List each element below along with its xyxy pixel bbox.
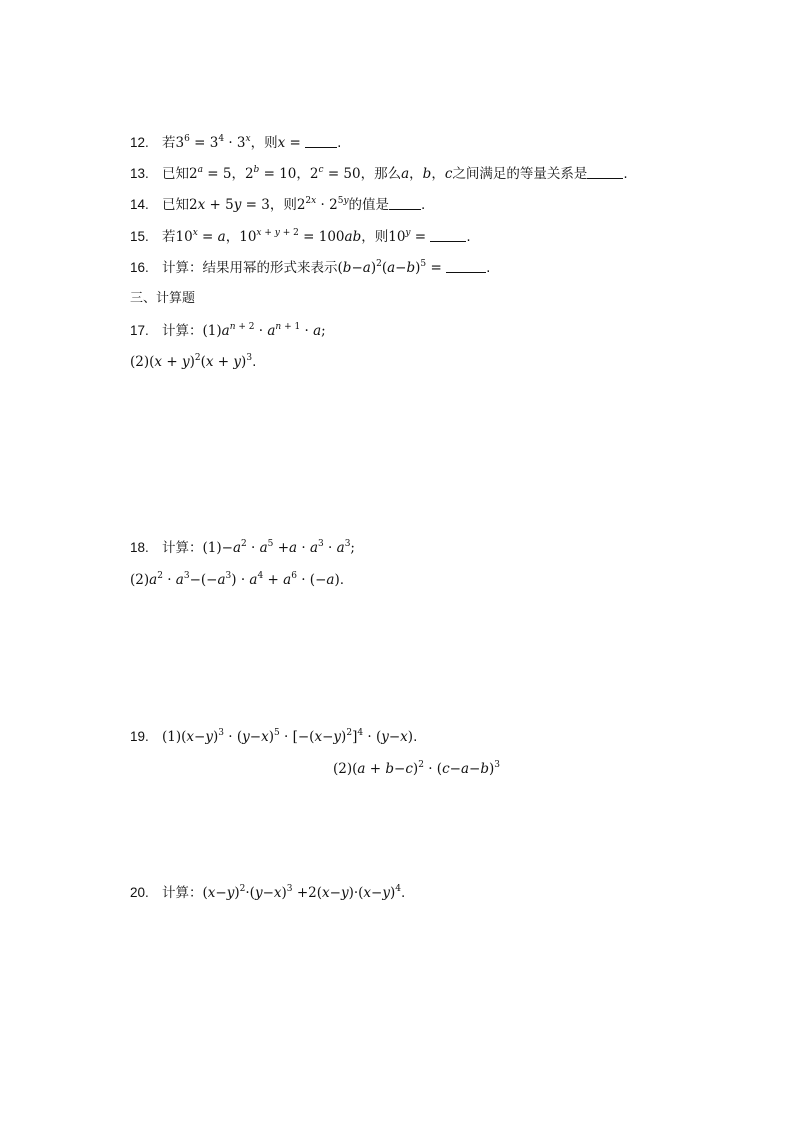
section-header: 三、计算题	[130, 291, 196, 306]
question-number: 14.	[130, 197, 149, 212]
question-15: 15. 若$10^x = a$，$10^{x + y + 2} = 100ab$，则$10^y$ = .	[130, 228, 471, 245]
math-expression: 2x + 5y = 3	[189, 197, 270, 213]
math-expression: $a^{n + 2} \cdot a^{n + 1} \cdot a$;	[221, 322, 326, 339]
question-number: 19.	[130, 729, 149, 744]
question-13: 13. 已知$2^a = 5$，$2^b = 10$，$2^c = 50$，那么a，b，c之间满足的等量关系是 .	[130, 165, 628, 182]
answer-blank[interactable]	[446, 260, 486, 273]
question-number: 18.	[130, 540, 149, 555]
question-12: 12. 若$3^6 = 3^4 \cdot 3^x$，则x = .	[130, 134, 342, 151]
question-17-part-2: $(2)(x + y)^2(x + y)^3$.	[130, 353, 257, 370]
math-expression: $(x-y)^3 \cdot (y-x)^5 \cdot [-(x-y)^2]^4 \cdot (y-x)$	[181, 728, 414, 745]
math-expression: $2^a = 5$	[189, 165, 232, 182]
math-expression: $(a + b-c)^2 \cdot (c-a-b)^3$	[352, 760, 500, 777]
question-number: 13.	[130, 166, 149, 181]
answer-blank[interactable]	[389, 197, 421, 210]
math-expression: $(b-a)^2(a-b)^5$ =	[337, 259, 447, 276]
question-number: 12.	[130, 135, 149, 150]
question-number: 16.	[130, 260, 149, 275]
question-19-part-1: 19. $(1)(x-y)^3 \cdot (y-x)^5 \cdot [-(x-y)^2]^4 \cdot (y-x)$.	[130, 728, 418, 745]
question-16: 16. 计算：结果用幂的形式来表示$(b-a)^2(a-b)^5$ = .	[130, 259, 491, 276]
math-expression: $10^x = a$	[175, 228, 226, 245]
math-expression: $3^6 = 3^4 \cdot 3^x$	[175, 134, 251, 151]
answer-blank[interactable]	[430, 229, 466, 242]
question-17-part-1: 17. 计算：$(1)a^{n + 2} \cdot a^{n + 1} \cdot a$;	[130, 322, 326, 339]
answer-blank[interactable]	[305, 135, 337, 148]
question-20: 20. 计算：$(x-y)^2\cdot(y-x)^3 +2(x-y)\cdot(x-y)^4$.	[130, 884, 406, 901]
question-19-part-2: $(2)(a + b-c)^2 \cdot (c-a-b)^3$	[333, 760, 500, 777]
math-expression: $-a^2 \cdot a^5 +a \cdot a^3 \cdot a^3$;	[221, 539, 355, 556]
question-18-part-1: 18. 计算：$(1)-a^2 \cdot a^5 +a \cdot a^3 \cdot a^3$;	[130, 539, 355, 556]
math-expression: $a^2 \cdot a^3-(-a^3) \cdot a^4 + a^6 \cdot (-a)$	[149, 571, 340, 588]
question-number: 20.	[130, 885, 149, 900]
math-expression: $(x + y)^2(x + y)^3$	[149, 353, 253, 370]
answer-blank[interactable]	[587, 166, 623, 179]
question-18-part-2: $(2)a^2 \cdot a^3-(-a^3) \cdot a^4 + a^6 \cdot (-a)$.	[130, 571, 345, 588]
question-14: 14. 已知2x + 5y = 3，则$2^{2x} \cdot 2^{5y}$的值是 .	[130, 196, 426, 213]
question-number: 17.	[130, 323, 149, 338]
math-expression: $(x-y)^2\cdot(y-x)^3 +2(x-y)\cdot(x-y)^4$	[202, 884, 401, 901]
question-number: 15.	[130, 229, 149, 244]
